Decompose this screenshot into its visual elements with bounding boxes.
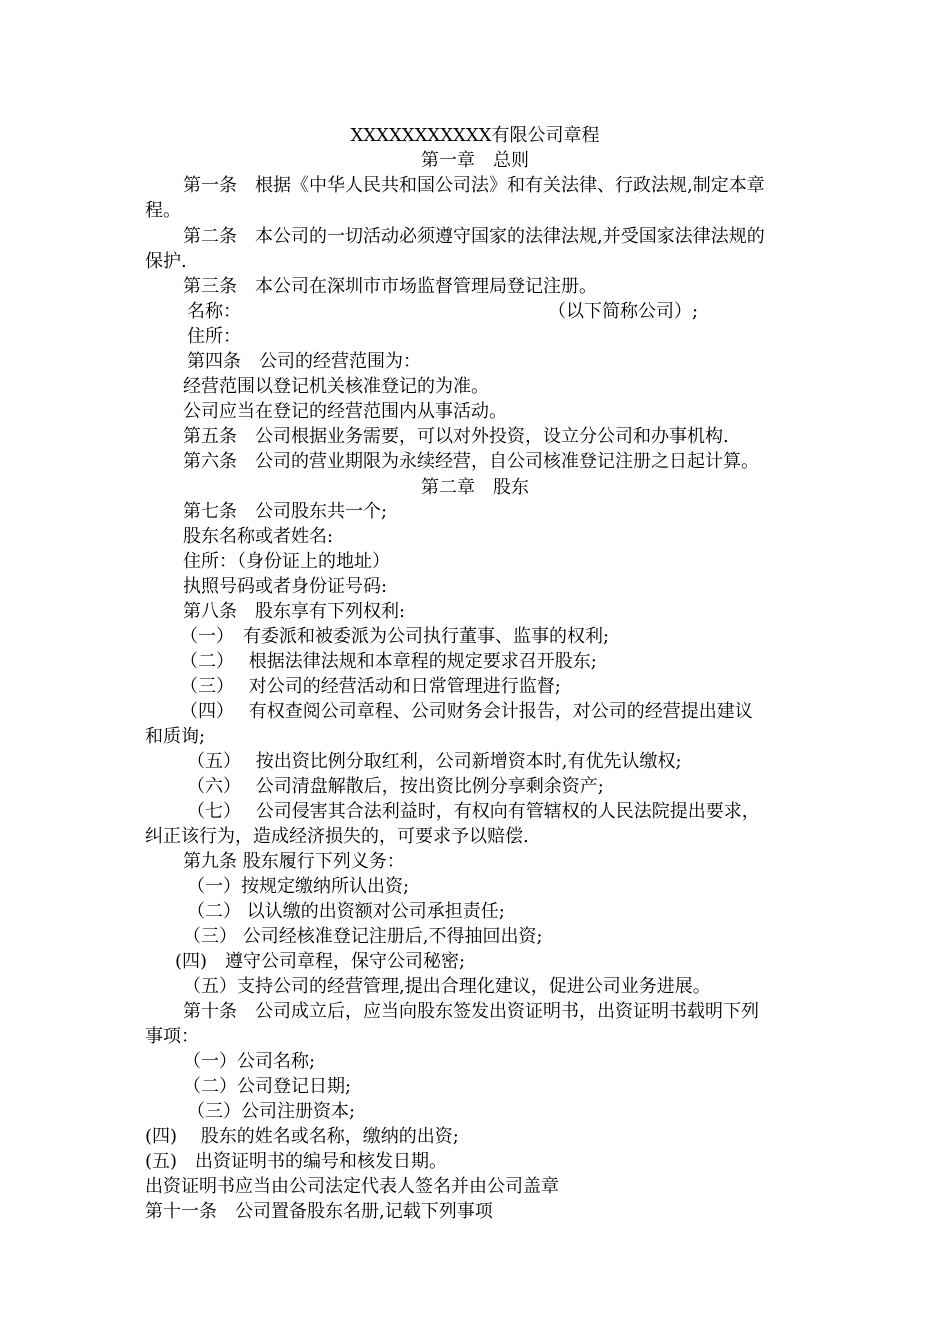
article-line: 第六条 公司的营业期限为永续经营，自公司核准登记注册之日起计算。 xyxy=(183,451,759,472)
article-line: 第七条 公司股东共一个; xyxy=(183,501,388,522)
list-item: （四） 有权查阅公司章程、公司财务会计报告，对公司的经营提出建议 xyxy=(180,701,753,722)
list-item: 和质询; xyxy=(145,726,206,747)
article-line: 第二条 本公司的一切活动必须遵守国家的法律法规,并受国家法律法规的 xyxy=(183,226,765,247)
article-line: 第一条 根据《中华人民共和国公司法》和有关法律、行政法规,制定本章 xyxy=(183,175,765,196)
list-item: (四) 遵守公司章程，保守公司秘密; xyxy=(175,951,466,972)
document-title: XXXXXXXXXXX有限公司章程 xyxy=(350,125,600,146)
list-item: （三）公司注册资本; xyxy=(187,1101,356,1122)
list-item: （三） 对公司的经营活动和日常管理进行监督; xyxy=(180,676,561,697)
list-item: （六） 公司清盘解散后，按出资比例分享剩余资产; xyxy=(187,776,604,797)
list-item: （五） 按出资比例分取红利，公司新增资本时,有优先认缴权; xyxy=(187,751,682,772)
article-line: 事项： xyxy=(145,1026,199,1047)
list-item: (五) 出资证明书的编号和核发日期。 xyxy=(145,1151,448,1172)
name-label: 名称： xyxy=(187,301,241,322)
list-item: （一） 有委派和被委派为公司执行董事、监事的权利; xyxy=(180,626,610,647)
article-line: 住所：（身份证上的地址） xyxy=(183,551,390,572)
list-item: （二）公司登记日期; xyxy=(183,1076,352,1097)
chapter-heading: 第二章 股东 xyxy=(421,477,529,498)
article-line: 经营范围以登记机关核准登记的为准。 xyxy=(183,376,489,397)
article-line: 第四条 公司的经营范围为： xyxy=(187,351,421,372)
address-label: 住所： xyxy=(187,326,241,347)
list-item: （七） 公司侵害其合法利益时，有权向有管辖权的人民法院提出要求， xyxy=(187,801,760,822)
list-item: （一）按规定缴纳所认出资; xyxy=(187,876,410,897)
chapter-heading: 第一章 总则 xyxy=(421,150,529,171)
article-line: 第十条 公司成立后，应当向股东签发出资证明书，出资证明书载明下列 xyxy=(183,1001,759,1022)
article-line: 保护. xyxy=(145,251,187,272)
short-name-note: （以下简称公司）; xyxy=(548,301,699,322)
article-line: 股东名称或者姓名: xyxy=(183,526,334,547)
article-line: 程。 xyxy=(145,200,181,221)
article-line: 第五条 公司根据业务需要，可以对外投资，设立分公司和办事机构. xyxy=(183,426,729,447)
article-line: 第三条 本公司在深圳市市场监督管理局登记注册。 xyxy=(183,276,597,297)
list-item: (四) 股东的姓名或名称，缴纳的出资; xyxy=(145,1126,459,1147)
article-line: 公司应当在登记的经营范围内从事活动。 xyxy=(183,401,507,422)
article-line: 出资证明书应当由公司法定代表人签名并由公司盖章 xyxy=(145,1176,559,1197)
list-item: （一）公司名称; xyxy=(183,1051,316,1072)
list-item: （二） 以认缴的出资额对公司承担责任; xyxy=(187,901,505,922)
list-item: （三） 公司经核准登记注册后,不得抽回出资; xyxy=(183,926,543,947)
article-line: 第十一条 公司置备股东名册,记载下列事项 xyxy=(145,1201,493,1222)
article-line: 执照号码或者身份证号码: xyxy=(183,576,388,597)
list-item: （五）支持公司的经营管理,提出合理化建议，促进公司业务进展。 xyxy=(183,976,711,997)
list-item: 纠正该行为，造成经济损失的，可要求予以赔偿. xyxy=(145,826,529,847)
article-line: 第八条 股东享有下列权利: xyxy=(183,601,406,622)
list-item: （二） 根据法律法规和本章程的规定要求召开股东; xyxy=(180,651,597,672)
article-line: 第九条 股东履行下列义务： xyxy=(183,851,405,872)
